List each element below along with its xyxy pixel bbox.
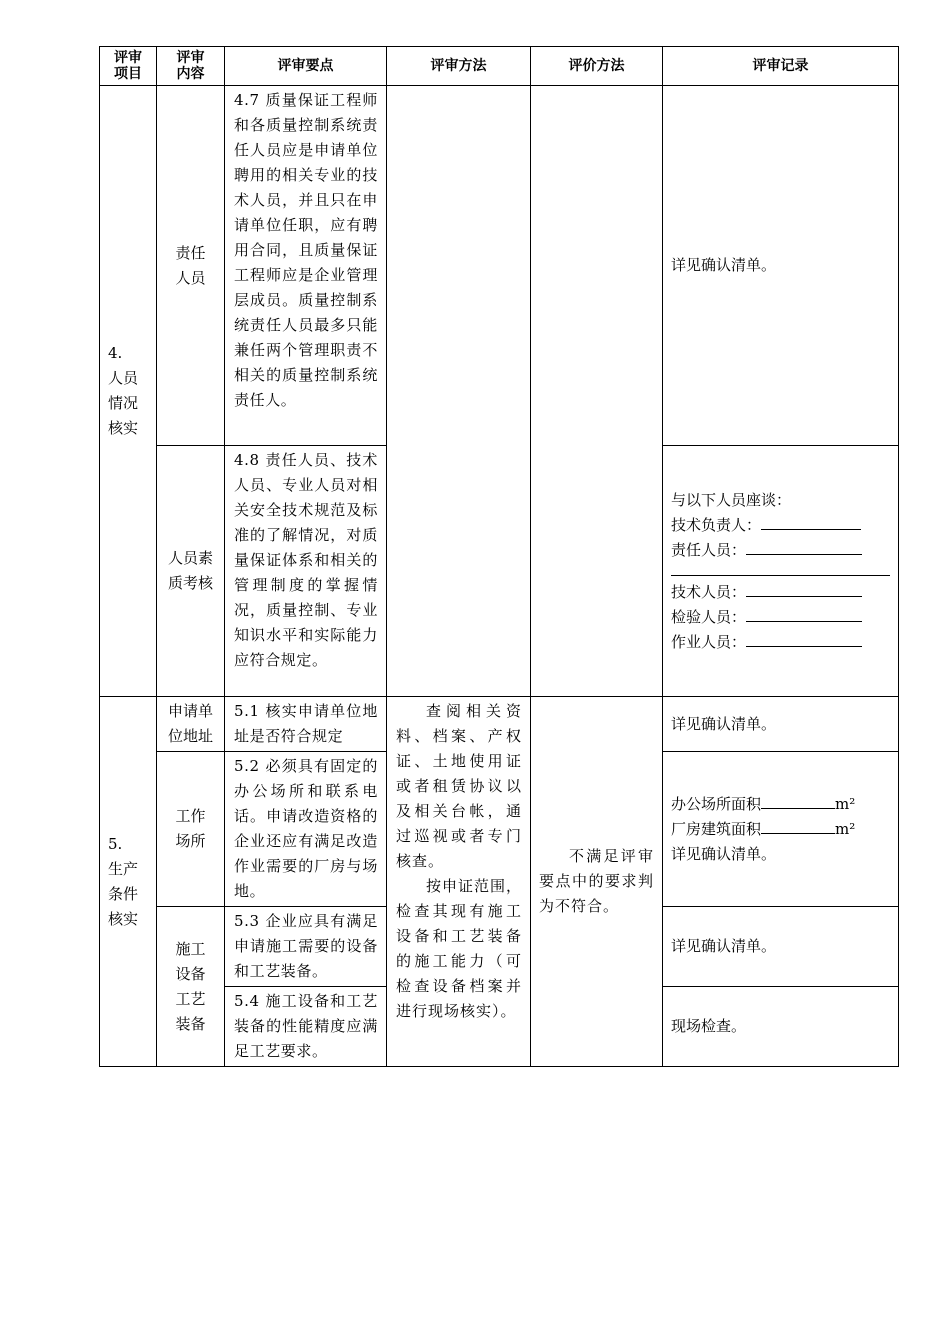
header-review-item: 评审项目 [100,47,157,86]
section4-content-quality: 人员素 质考核 [157,446,225,697]
header-review-method: 评审方法 [387,47,531,86]
method-paragraph-2: 按申证范围，检查其现有施工设备和工艺装备的施工能力（可检查设备档案并进行现场核实）。 [396,877,523,1020]
header-row [100,47,899,86]
section5-record-2 [663,752,899,907]
factory-area-line: 厂房建筑面积 m² [671,817,890,842]
section4-record-2 [663,446,899,697]
section5-point-5-2: 5.2 必须具有固定的办公场所和联系电话。申请改造资格的企业还应有满足改造作业需要的厂房与场地。 [225,752,387,907]
record-intro: 与以下人员座谈： [671,490,792,509]
factory-area-blank [761,817,835,834]
record-work-line: 作业人员： [671,630,890,655]
section4-method [387,86,531,697]
section4-content-responsible: 责任 人员 [157,86,225,446]
resp-continuation-blank [671,563,890,576]
section5-point-5-4: 5.4 施工设备和工艺装备的性能精度应满足工艺要求。 [225,987,387,1067]
header-review-content: 评审内容 [157,47,225,86]
tech-lead-blank [761,513,861,530]
section5-item: 5. 生产 条件 核实 [100,697,157,1067]
work-blank [746,630,862,647]
section5-content-equipment: 施工 设备 工艺 装备 [157,907,225,1067]
section4-point-4-7: 4.7 质量保证工程师和各质量控制系统责任人员应是申请单位聘用的相关专业的技术人员，并且只在申请单位任职，应有聘用合同，且质量保证工程师应是企业管理层成员。质量控制系统责任人员最多只能兼任两个管理职责不相关的质量控制系统责任人。 [225,86,387,446]
resp-blank [746,538,862,555]
header-review-record: 评审记录 [663,47,899,86]
section5-record-3: 详见确认清单。 [663,907,899,987]
section5-record-1: 详见确认清单。 [663,697,899,752]
table-row [100,697,899,752]
section5-point-5-3: 5.3 企业应具有满足申请施工需要的设备和工艺装备。 [225,907,387,987]
section5-point-5-1: 5.1 核实申请单位地址是否符合规定 [225,697,387,752]
record-tech-lead-line: 技术负责人： [671,513,890,538]
section5-record-4: 现场检查。 [663,987,899,1067]
section5-content-workplace: 工作 场所 [157,752,225,907]
office-area-blank [761,792,835,809]
table-row [100,86,899,446]
review-table [99,46,899,1067]
record-inspect-line: 检验人员： [671,605,890,630]
workplace-note: 详见确认清单。 [671,844,777,863]
method-paragraph-1: 查阅相关资料、档案、产权证、土地使用证或者租赁协议以及相关台帐，通过巡视或者专门核查。 [396,702,522,870]
section5-content-address: 申请单 位地址 [157,697,225,752]
section5-evaluation: 不满足评审要点中的要求判为不符合。 [531,697,663,1067]
section4-evaluation [531,86,663,697]
record-tech-line: 技术人员： [671,580,890,605]
office-area-line: 办公场所面积 m² [671,792,890,817]
section4-point-4-8: 4.8 责任人员、技术人员、专业人员对相关安全技术规范及标准的了解情况，对质量保证体系和相关的管理制度的掌握情况，质量控制、专业知识水平和实际能力应符合规定。 [225,446,387,697]
inspect-blank [746,605,862,622]
record-resp-line: 责任人员： [671,538,890,563]
section4-record-1: 详见确认清单。 [663,86,899,446]
section5-method [387,697,531,1067]
header-evaluation-method: 评价方法 [531,47,663,86]
section4-item: 4. 人员 情况 核实 [100,86,157,697]
header-review-points: 评审要点 [225,47,387,86]
tech-blank [746,580,862,597]
